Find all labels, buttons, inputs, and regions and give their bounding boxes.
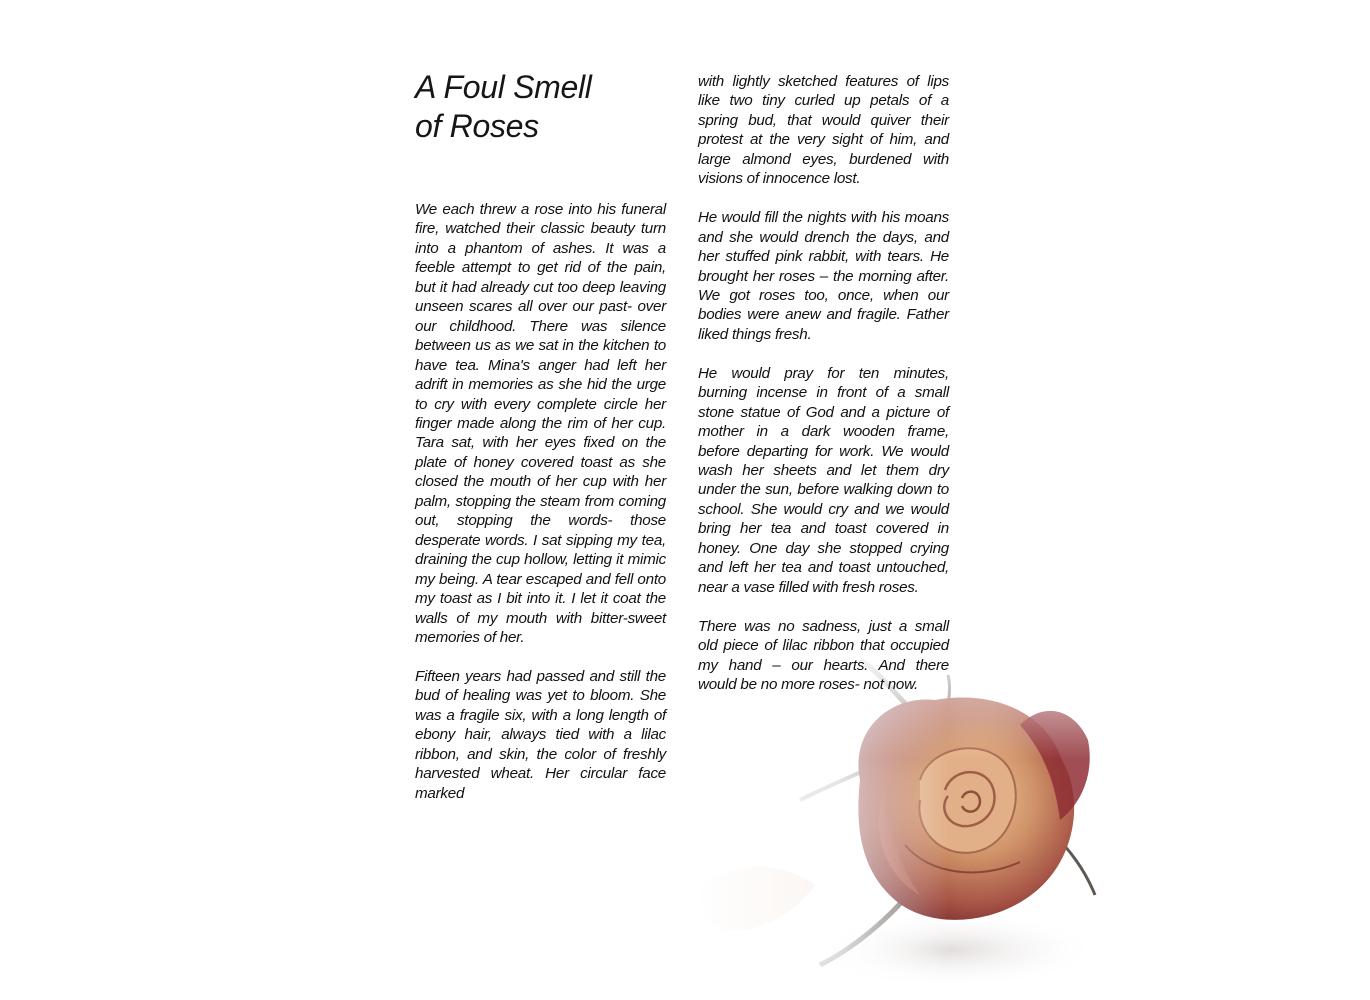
article-title <box>415 68 675 146</box>
paragraph: We each threw a rose into his funeral fire, watched their classic beauty turn into a phantom of ashes. It was a feeble attempt to get rid of the pain, but it had already cut too deep leaving unseen scares all over our past- over our childhood. There was silence between us as we sat in the kitchen to have tea. Mina's anger had left her adrift in memories as she hid the urge to cry with every complete circle her finger made along the rim of her cup. Tara sat, with her eyes fixed on the plate of honey covered toast as she closed the mouth of her cup with her palm, stopping the steam from coming out, stopping the words- those desperate words. I sat sipping my tea, draining the cup hollow, letting it mimic my being. A tear escaped and fell onto my toast as I bit into it. I let it coat the walls of my mouth with bitter-sweet memories of her. <box>415 201 666 646</box>
paragraph: with lightly sketched features of lips like two tiny curled up petals of a spring bud, that would quiver their protest at the very sight of him, and large almond eyes, burdened with visions of innocence lost. <box>698 73 949 188</box>
paragraph: He would fill the nights with his moans and she would drench the days, and her stuffed pink rabbit, with tears. He brought her roses – the morning after. We got roses too, once, when our bodies were anew and fragile. Father liked things fresh. <box>698 209 949 343</box>
left-text-column <box>415 200 666 822</box>
right-text-column <box>698 72 949 714</box>
title-line-1: A Foul Smell <box>415 69 592 105</box>
paragraph: There was no sadness, just a small old piece of lilac ribbon that occupied my hand – our hearts. And there would be no more roses- not now. <box>698 617 949 693</box>
title-line-2: of Roses <box>415 108 539 144</box>
paragraph: He would pray for ten minutes, burning incense in front of a small stone statue of God and a picture of mother in a dark wooden frame, before departing for work. We would wash her sheets and let them dry under the sun, before walking down to school. She would cry and we would bring her tea and toast covered in honey. One day she stopped crying and left her tea and toast untouched, near a vase filled with fresh roses. <box>698 364 949 596</box>
paragraph: Fifteen years had passed and still the bud of healing was yet to bloom. She was a fragile six, with a long length of ebony hair, always tied with a lilac ribbon, and skin, the color of freshly harvested wheat. Her circular face marked <box>415 667 666 802</box>
